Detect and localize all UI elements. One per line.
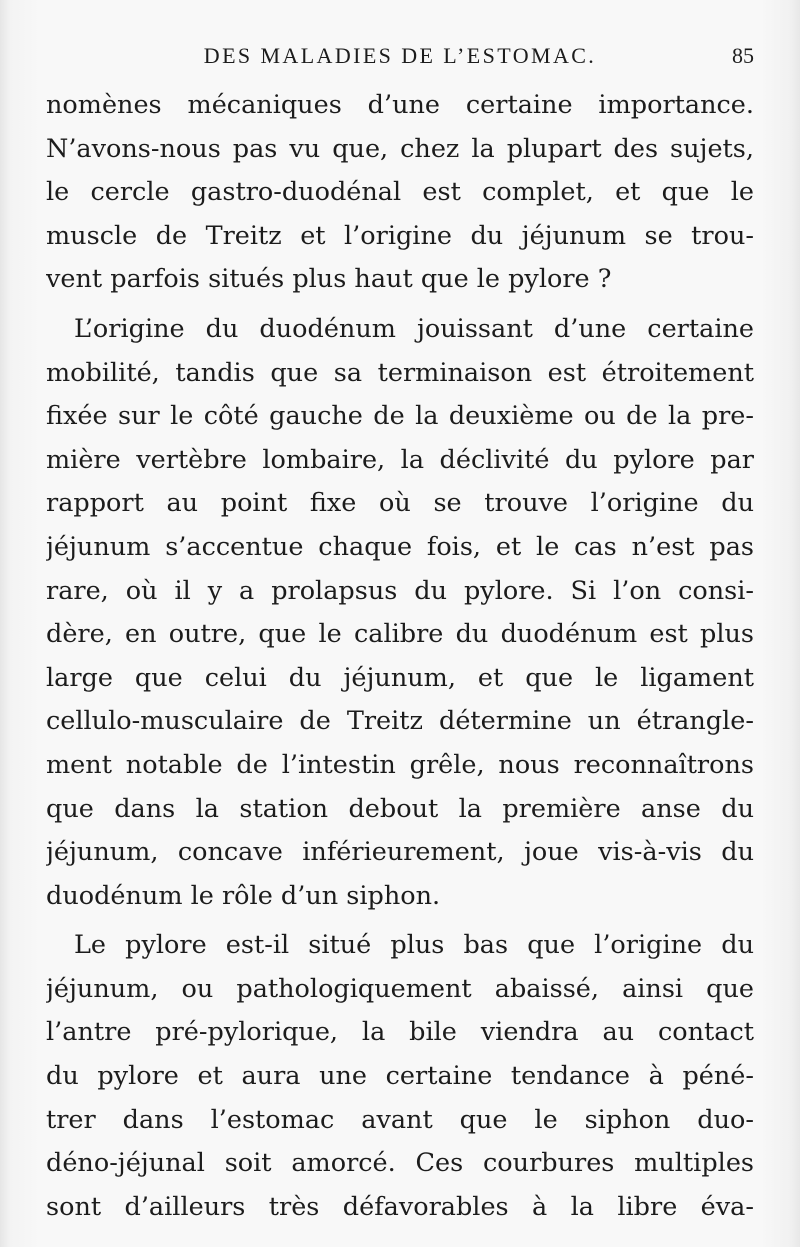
text-line: sont d’ailleurs très défavorables à la libre éva- <box>46 1191 754 1222</box>
text-line: trer dans l’estomac avant que le siphon duo- <box>46 1104 754 1135</box>
text-line: Le pylore est-il situé plus bas que l’origine du <box>74 930 754 961</box>
text-line: N’avons-nous pas vu que, chez la plupart des sujets, <box>46 133 754 164</box>
text-line: l’antre pré-pylorique, la bile viendra au contact <box>46 1017 754 1048</box>
text-line: large que celui du jéjunum, et que le ligament <box>46 662 754 693</box>
paragraph <box>46 308 754 918</box>
running-title: DES MALADIES DE L’ESTOMAC. <box>203 43 597 68</box>
text-line: ment notable de l’intestin grêle, nous reconnaîtrons <box>46 749 754 780</box>
text-line: mière vertèbre lombaire, la déclivité du pylore par <box>46 444 754 475</box>
text-line: dère, en outre, que le calibre du duodénum est plus <box>46 619 754 650</box>
body-text <box>46 84 754 1229</box>
text-line: du pylore et aura une certaine tendance à péné- <box>46 1061 754 1092</box>
text-line: L’origine du duodénum jouissant d’une certaine <box>74 313 754 344</box>
text-line: rapport au point fixe où se trouve l’origine du <box>46 488 754 519</box>
text-line: duodénum le rôle d’un siphon. <box>46 880 441 911</box>
text-line: le cercle gastro-duodénal est complet, et que le <box>46 177 754 208</box>
text-line: jéjunum, ou pathologiquement abaissé, ainsi que <box>46 973 754 1004</box>
paragraph <box>46 84 754 302</box>
text-line: nomènes mécaniques d’une certaine importance. <box>46 90 754 120</box>
text-line: jéjunum s’accentue chaque fois, et le cas n’est pas <box>46 531 754 562</box>
text-line: muscle de Treitz et l’origine du jéjunum se trou- <box>46 220 754 251</box>
text-line: rare, où il y a prolapsus du pylore. Si l’on consi- <box>46 575 754 606</box>
text-line: que dans la station debout la première anse du <box>46 793 754 824</box>
text-line: cellulo-musculaire de Treitz détermine un étrangle- <box>46 706 754 737</box>
text-line: fixée sur le côté gauche de la deuxième ou de la pre- <box>46 401 754 432</box>
text-line: vent parfois situés plus haut que le pylore ? <box>46 264 612 295</box>
paragraph <box>46 924 754 1229</box>
page-number: 85 <box>732 43 754 68</box>
text-line: déno-jéjunal soit amorcé. Ces courbures multiples <box>46 1148 754 1179</box>
text-line: jéjunum, concave inférieurement, joue vis-à-vis du <box>46 837 754 868</box>
running-header <box>46 38 754 74</box>
text-line: mobilité, tandis que sa terminaison est étroitement <box>46 357 754 388</box>
